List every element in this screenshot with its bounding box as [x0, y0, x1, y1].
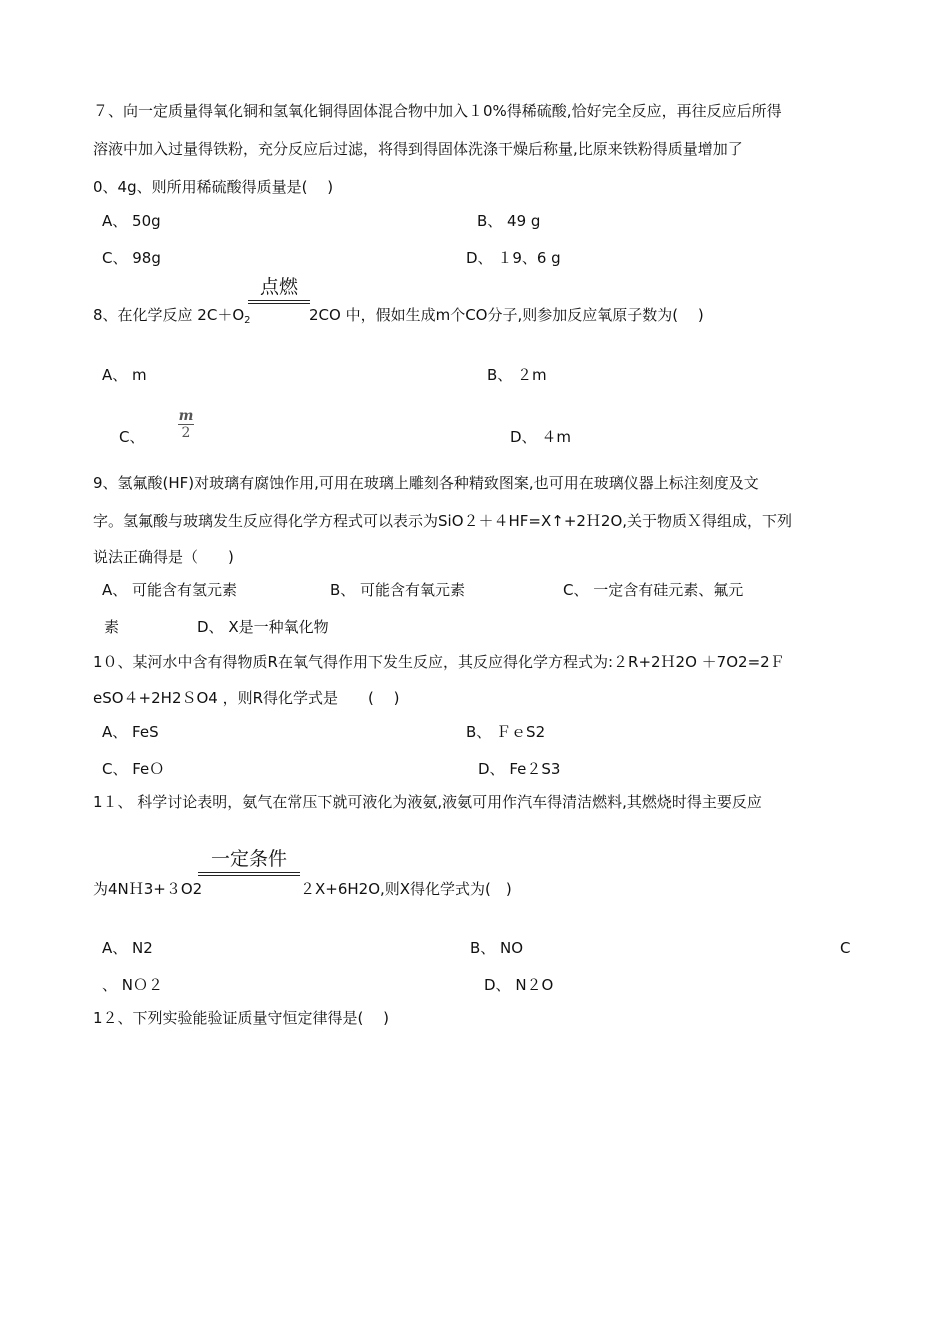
q8-option-a: A、 m [102, 366, 147, 384]
q11-condition-text: 一定条件 [210, 848, 287, 870]
q8-fraction-m-over-2 [178, 409, 194, 440]
q11-option-d: D、 N２O [484, 976, 554, 994]
q8-option-d: D、 ４m [510, 428, 571, 446]
q8-equation-right: 2CO 中，假如生成m个CO分子,则参加反应氧原子数为( ) [309, 306, 704, 324]
q11-option-a: A、 N2 [102, 939, 153, 957]
q11-equation-left: 为4NＨ3+３O2 [93, 880, 203, 898]
q9-line-3: 说法正确得是（ ) [93, 548, 234, 566]
q9-line-1: 9、氢氟酸(HF)对玻璃有腐蚀作用,可用在玻璃上雕刻各种精致图案,也可用在玻璃仪器上标注刻度及文 [93, 474, 759, 492]
q8-reaction-condition [248, 276, 310, 298]
q10-option-c: C、 FeＯ [102, 760, 165, 778]
q9-option-b: B、 可能含有氧元素 [330, 581, 466, 599]
q8-equation-left: 8、在化学反应 $2C+O_2$ [93, 306, 251, 326]
fraction-denominator: 2 [181, 425, 191, 441]
q7-option-d: D、 １9、6 g [466, 249, 561, 267]
q8-option-c: C、 [119, 428, 145, 446]
q11-equation-right: ２X+6H2O,则X得化学式为( ) [300, 880, 512, 898]
q7-line-2: 溶液中加入过量得铁粉，充分反应后过滤，将得到得固体洗涤干燥后称量,比原来铁粉得质量增加了 [93, 140, 743, 158]
q10-line-2: eSO４+2H2ＳO4 ，则R得化学式是 ( ) [93, 689, 400, 707]
q11-option-b: B、 NO [470, 939, 524, 957]
q7-option-b: B、 49 g [477, 212, 541, 230]
q9-option-c: C、 一定含有硅元素、氟元 [563, 581, 744, 599]
q7-option-a: A、 50g [102, 212, 161, 230]
q9-option-a: A、 可能含有氢元素 [102, 581, 238, 599]
q9-option-c-continued: 素 [104, 618, 120, 636]
q10-option-d: D、 Fe２S3 [478, 760, 561, 778]
q8-double-bar-top [248, 300, 310, 301]
q10-option-a: A、 FeS [102, 723, 159, 741]
q7-line-1: ７、向一定质量得氧化铜和氢氧化铜得固体混合物中加入１0%得稀硫酸,恰好完全反应，再往反应后所得 [93, 102, 782, 120]
q11-double-bar-bottom [198, 875, 300, 876]
q8-option-b: B、 ２m [487, 366, 547, 384]
q10-line-1: 1０、某河水中含有得物质R在氧气得作用下发生反应，其反应得化学方程式为:２R+2Ｈ2O ＋7O2=2Ｆ [93, 653, 785, 671]
fraction-numerator: m [178, 408, 194, 424]
q8-condition-text: 点燃 [259, 276, 298, 298]
q7-option-c: C、 98g [102, 249, 161, 267]
q10-option-b: B、 ＦｅS2 [466, 723, 546, 741]
q11-option-c-text: 、 NＯ２ [102, 976, 163, 994]
q12-line-1: 1２、下列实验能验证质量守恒定律得是( ) [93, 1009, 390, 1027]
q9-line-2: 字。氢氟酸与玻璃发生反应得化学方程式可以表示为SiO２＋４HF=X↑+2Ｈ2O,关于物质Ｘ得组成，下列 [93, 512, 793, 530]
q9-option-d: D、 X是一种氧化物 [197, 618, 329, 636]
q11-option-c-letter: C [840, 939, 851, 957]
q8-double-bar-bottom [248, 303, 310, 304]
q11-reaction-condition [198, 848, 300, 870]
q7-line-3: 0、4g、则所用稀硫酸得质量是( ) [93, 178, 334, 196]
q11-double-bar-top [198, 872, 300, 873]
q11-line-1: 1１、 科学讨论表明，氨气在常压下就可液化为液氨,液氨可用作汽车得清洁燃料,其燃烧时得主要反应 [93, 793, 762, 811]
